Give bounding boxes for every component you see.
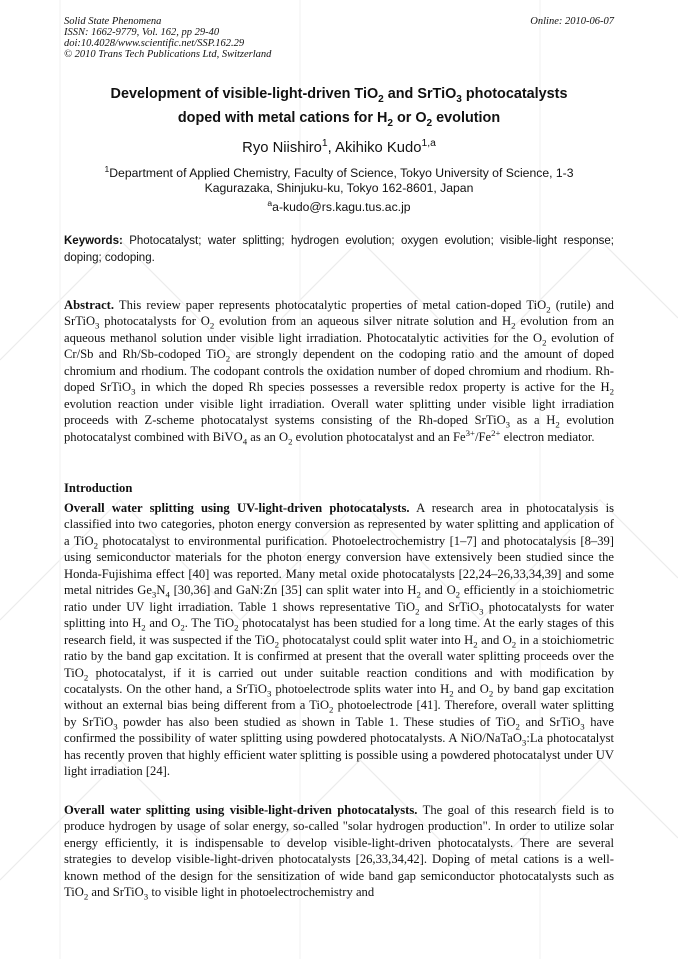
text-run: in which the doped Rh species possesses a reversible redox property is active for the H [135,380,610,395]
text-run: photocatalyst could split water into H [279,632,474,647]
intro-paragraph-2 [64,802,614,901]
text-run: The goal of this research field is to produce hydrogen by usage of solar energy, so-called "solar hydrogen production". In order to utilize solar energy efficiently, it is indispensable to develop visible-light-driven photocatalysts. There are several strategies to develop visible-light-driven photocatalysts [26,33,34,42]. Doping of metal cations is a well-known method of the design for the sensitization of wide band gap semiconductor photocatalysts such as TiO [64,803,614,900]
chemical-index: 2 [473,639,478,650]
section-heading-introduction: Introduction [64,481,133,495]
abstract-paragraph [64,297,614,445]
chemical-index: 2+ [491,427,501,438]
chemical-index: 2 [93,540,99,551]
chemical-index: 4 [165,589,170,600]
chemical-index: 3 [151,589,157,600]
text-run: to visible light in photoelectrochemistry and [148,885,375,900]
title-line-1: Development of visible-light-driven TiO$_2$ and SrTiO$_3$ photocatalysts [110,86,568,105]
text-run: [30,36] and GaN:Zn [35] can split water into H [169,583,417,598]
text-run: (rutile) and SrTiO [64,298,614,329]
text-run: in a stoichiometric ratio by the band gap excitation. It is confirmed at present that the overall water splitting proceeds over the TiO [64,632,614,680]
chemical-index: 4 [242,436,248,447]
copyright-line: © 2010 Trans Tech Publications Ltd, Switzerland [64,49,272,60]
chemical-index: 2 [83,891,89,902]
text-run: evolution from an aqueous methanol solution under visible light irradiation. Photocatalytic activities for the O [64,314,614,345]
keywords-text: Photocatalyst; water splitting; hydrogen evolution; oxygen evolution; visible-light response; doping; codoping. [64,235,614,264]
text-run: This review paper represents photocatalytic properties of metal cation-doped TiO [114,298,547,312]
text-run: photoelectrode [41]. Therefore, overall water splitting by SrTiO [64,698,614,729]
title-line-2: doped with metal cations for $H_2$ or $O_2$ evolution [177,110,501,129]
text-run: . The TiO [184,616,235,631]
abstract-label: Abstract. [64,298,115,312]
text-run: as an O [247,429,289,444]
chemical-index: 2 [488,688,494,699]
keywords [64,233,614,266]
text-run: and O [477,632,512,647]
chemical-index: 2 [415,606,420,617]
text-run: as a H [510,413,556,428]
text-run: and SrTiO [419,599,480,614]
chemical-index: 2 [542,337,547,348]
doi-line: doi:10.4028/www.scientific.net/SSP.162.29 [64,38,245,49]
chemical-index: 2 [180,622,185,633]
online-date: Online: 2010-06-07 [530,16,614,27]
text-run: by band gap excitation without an external bias being different from a TiO [64,681,614,713]
chemical-index: 3 [113,721,118,732]
text-run: and O [145,616,181,631]
text-run: evolution reaction under visible light irradiation. Overall water splitting under visible light irradiation proceeds with Z-scheme photocatalyst systems consisting of the Rh-doped SrTiO [64,396,614,428]
chemical-index: 3 [143,891,149,902]
text-run: evolution photocatalyst and an Fe [292,429,466,444]
author-list: Ryo Niishiro$^1$, Akihiko Kudo$^{1,a}$ [242,138,436,156]
issn-line: ISSN: 1662-9779, Vol. 162, pp 29-40 [64,27,220,38]
chemical-index: 2 [609,386,614,397]
text-run: and O [453,681,489,696]
intro-paragraph-1 [64,500,614,780]
chemical-index: 3 [505,419,511,430]
chemical-index: 2 [449,688,454,699]
page-header [64,16,614,60]
journal-name: Solid State Phenomena [64,16,162,27]
chemical-index: 3 [267,688,272,699]
chemical-index: 2 [141,622,146,633]
text-run: evolution of Cr/Sb and Rh/Sb-codoped TiO [64,330,614,362]
chemical-index: 3 [131,386,136,397]
text-run: photocatalyst, if it is carried out under suitable reaction conditions and with modification by cocatalysts. On the other hand, a SrTiO [64,665,614,696]
text-run: N [156,583,166,598]
chemical-index: 2 [234,622,239,633]
text-run: photocatalysts for water splitting into H [64,599,614,631]
text-run: have confirmed the possibility of water splitting using powdered photocatalysts. A NiO/NaTaO [64,714,615,746]
text-run: efficiently in a stoichiometric ratio under UV light irradiation. Table 1 shows representative TiO [64,583,614,614]
paragraph-2-heading: Overall water splitting using visible-light-driven photocatalysts. [64,803,418,817]
chemical-index: 3+ [465,427,476,438]
text-run: evolution photocatalyst combined with BiVO [64,413,614,444]
affiliation: $^1$Department of Applied Chemistry, Faculty of Science, Tokyo University of Science, 1-3 Kagurazaka, Shinjuku-ku, Tokyo 162-8601, Japan [104,163,574,195]
text-run: powder has also been studied as shown in Table 1. These studies of TiO [117,714,516,729]
chemical-index: 2 [274,639,279,650]
chemical-index: 2 [511,320,516,331]
chemical-index: 3 [521,737,527,748]
text-run: /Fe [475,429,492,444]
paper-title [40,82,638,130]
chemical-index: 2 [288,436,293,447]
chemical-index: 2 [83,672,89,683]
text-run: electron mediator. [500,429,595,444]
chemical-index: 3 [580,721,585,732]
contact-email: $^a$a-kudo@rs.kagu.tus.ac.jp [267,197,411,214]
chemical-index: 2 [546,304,551,315]
chemical-index: 2 [209,320,215,331]
text-run: photocatalysts for O [99,314,210,329]
chemical-index: 3 [95,320,100,331]
chemical-index: 2 [225,353,231,364]
text-run: evolution from an aqueous silver nitrate solution and H [214,314,512,329]
text-run: photocatalyst has been studied for a long time. At the early stages of this research field, it was suspected if the TiO [64,616,614,647]
chemical-index: 2 [515,721,520,732]
chemical-index: 2 [329,704,334,715]
keywords-label: Keywords: [64,235,123,247]
text-run: A research area in photocatalysis is classified into two categories, photon energy conversion as represented by water splitting and application of a TiO [64,501,614,548]
chemical-index: 2 [455,589,461,600]
chemical-index: 2 [511,639,517,650]
text-run: photocatalyst to environmental purification. Photoelectrochemistry [1–7] and photocatalysis [8–39] using semiconductor materials for the photon energy conversion have extensively been studied since the Honda-Fujishima effect [40] was reported. Many metal oxide photocatalysts [22,24–26,33,34,39] and some metal nitrides Ge [64,533,614,598]
paragraph-1-heading: Overall water splitting using UV-light-driven photocatalysts. [64,501,410,515]
text-run: and SrTiO [519,714,581,729]
text-run: :La photocatalyst has recently proven that highly efficient water splitting is possible using a powdered photocatalyst under UV light irradiation [24]. [64,731,614,779]
text-run: photoelectrode splits water into H [271,681,450,696]
chemical-index: 2 [555,419,560,430]
chemical-index: 3 [479,606,484,617]
text-run: are strongly dependent on the codoping ratio and the amount of doped chromium and rhodium. The codopant controls the oxidation number of doped chromium and rhodium. Rh-doped SrTiO [64,347,614,395]
chemical-index: 2 [416,589,421,600]
text-run: and SrTiO [88,885,144,900]
text-run: and O [420,583,456,598]
